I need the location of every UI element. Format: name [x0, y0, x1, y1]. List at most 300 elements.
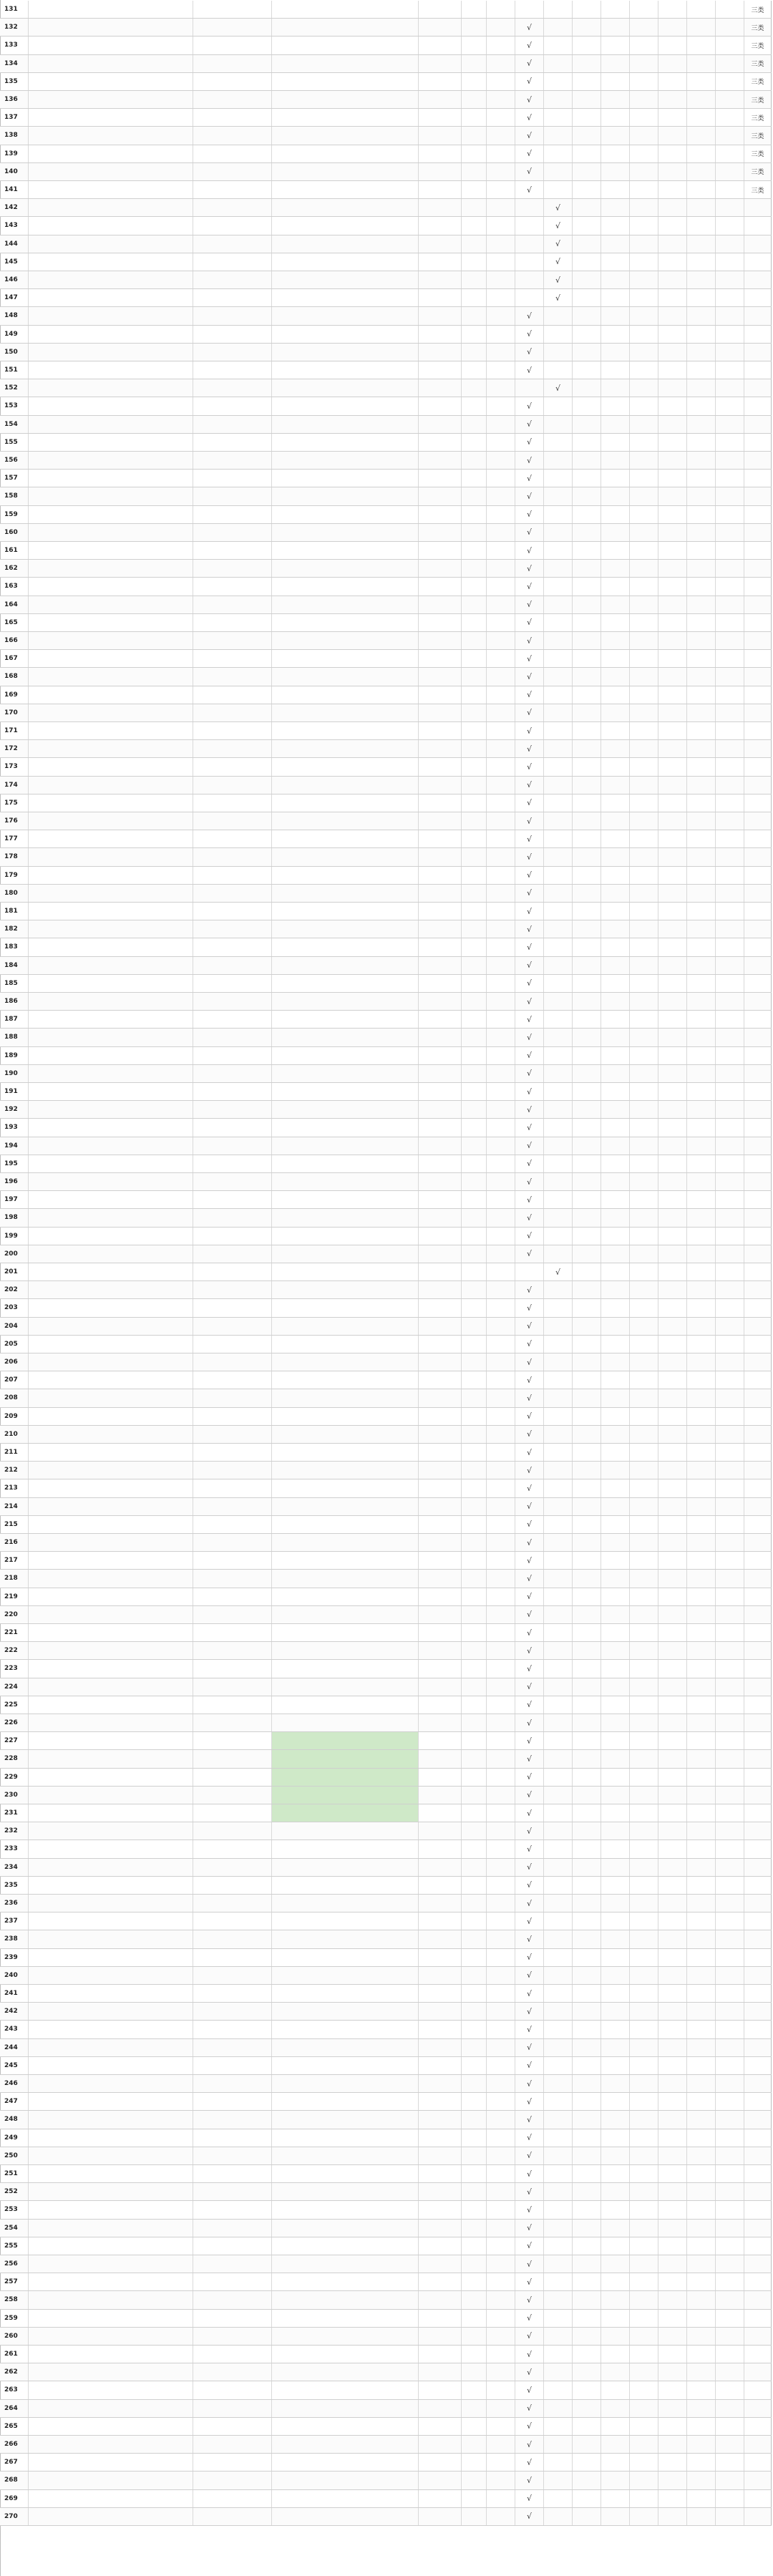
cell-check[interactable] — [658, 885, 687, 902]
cell-category-tag[interactable] — [744, 1498, 772, 1515]
cell-check[interactable] — [658, 578, 687, 595]
cell-count[interactable] — [462, 1101, 487, 1118]
cell-check[interactable] — [630, 326, 658, 343]
cell-check[interactable] — [573, 2147, 601, 2164]
cell-check[interactable] — [658, 1119, 687, 1136]
cell-check[interactable] — [658, 957, 687, 974]
cell-check[interactable] — [515, 326, 544, 343]
cell-check[interactable] — [601, 1083, 630, 1100]
cell-check[interactable] — [487, 397, 515, 414]
cell-check[interactable] — [716, 1588, 744, 1605]
cell-code[interactable] — [193, 1787, 272, 1804]
cell-check[interactable] — [544, 1714, 573, 1731]
cell-check[interactable] — [716, 2093, 744, 2110]
cell-check[interactable] — [716, 2165, 744, 2182]
cell-check[interactable] — [601, 1516, 630, 1533]
cell-code[interactable] — [193, 1552, 272, 1569]
cell-location[interactable] — [272, 777, 419, 794]
cell-check[interactable] — [487, 2255, 515, 2273]
cell-check[interactable] — [601, 2328, 630, 2345]
cell-check[interactable] — [716, 91, 744, 108]
cell-check[interactable] — [601, 1263, 630, 1280]
cell-check[interactable] — [487, 777, 515, 794]
cell-check[interactable] — [658, 1263, 687, 1280]
cell-check[interactable] — [630, 1552, 658, 1569]
cell-check[interactable] — [716, 1840, 744, 1857]
cell-location[interactable] — [272, 1912, 419, 1930]
cell-category-tag[interactable] — [744, 1371, 772, 1389]
cell-count[interactable] — [462, 2436, 487, 2453]
cell-location[interactable] — [272, 668, 419, 685]
cell-check[interactable] — [544, 1155, 573, 1172]
cell-name[interactable] — [29, 271, 193, 288]
cell-check[interactable] — [716, 2129, 744, 2147]
cell-name[interactable] — [29, 73, 193, 90]
cell-name[interactable] — [29, 416, 193, 433]
cell-value[interactable] — [419, 2093, 462, 2110]
cell-category-tag[interactable] — [744, 867, 772, 884]
cell-check[interactable] — [515, 1065, 544, 1082]
cell-code[interactable] — [193, 1191, 272, 1208]
cell-check[interactable] — [716, 2111, 744, 2128]
cell-check[interactable] — [487, 2273, 515, 2290]
cell-name[interactable] — [29, 777, 193, 794]
cell-code[interactable] — [193, 885, 272, 902]
cell-name[interactable] — [29, 1967, 193, 1984]
cell-check[interactable] — [573, 2418, 601, 2435]
cell-check[interactable] — [630, 938, 658, 956]
cell-check[interactable] — [573, 2111, 601, 2128]
cell-check[interactable] — [630, 2508, 658, 2525]
cell-check[interactable] — [658, 1769, 687, 1786]
cell-check[interactable] — [487, 1804, 515, 1822]
cell-check[interactable] — [630, 1877, 658, 1894]
cell-check[interactable] — [687, 1912, 716, 1930]
cell-check[interactable] — [687, 1822, 716, 1839]
cell-check[interactable] — [601, 109, 630, 126]
cell-location[interactable] — [272, 109, 419, 126]
cell-category-tag[interactable]: 三类 — [744, 127, 772, 144]
cell-check[interactable] — [573, 1065, 601, 1082]
cell-check[interactable] — [716, 542, 744, 559]
cell-count[interactable] — [462, 1479, 487, 1497]
cell-count[interactable] — [462, 722, 487, 739]
cell-check[interactable] — [544, 181, 573, 198]
cell-code[interactable] — [193, 452, 272, 469]
cell-check[interactable] — [515, 542, 544, 559]
cell-check[interactable] — [573, 2237, 601, 2255]
cell-category-tag[interactable] — [744, 1895, 772, 1912]
cell-value[interactable] — [419, 2183, 462, 2200]
cell-check[interactable] — [487, 2111, 515, 2128]
cell-name[interactable] — [29, 1714, 193, 1731]
cell-check[interactable] — [544, 1191, 573, 1208]
cell-check[interactable] — [716, 452, 744, 469]
cell-check[interactable] — [630, 1642, 658, 1659]
cell-check[interactable] — [515, 1660, 544, 1677]
cell-check[interactable] — [544, 2075, 573, 2092]
cell-category-tag[interactable] — [744, 1750, 772, 1767]
cell-count[interactable] — [462, 2237, 487, 2255]
cell-code[interactable] — [193, 686, 272, 704]
cell-count[interactable] — [462, 2220, 487, 2237]
cell-value[interactable] — [419, 1516, 462, 1533]
cell-location[interactable] — [272, 632, 419, 649]
cell-name[interactable] — [29, 957, 193, 974]
cell-check[interactable] — [487, 1083, 515, 1100]
cell-check[interactable] — [515, 722, 544, 739]
cell-check[interactable] — [630, 1750, 658, 1767]
cell-check[interactable] — [573, 1209, 601, 1226]
cell-check[interactable] — [544, 2328, 573, 2345]
cell-check[interactable] — [716, 830, 744, 847]
cell-count[interactable] — [462, 2400, 487, 2417]
cell-check[interactable] — [573, 344, 601, 361]
cell-check[interactable] — [630, 1624, 658, 1641]
cell-name[interactable] — [29, 1930, 193, 1948]
cell-name[interactable] — [29, 1479, 193, 1497]
cell-value[interactable] — [419, 1930, 462, 1948]
cell-count[interactable] — [462, 1173, 487, 1190]
cell-check[interactable] — [687, 1479, 716, 1497]
cell-check[interactable] — [515, 1840, 544, 1857]
cell-code[interactable] — [193, 1840, 272, 1857]
cell-check[interactable] — [630, 668, 658, 685]
cell-check[interactable] — [601, 19, 630, 36]
cell-check[interactable] — [515, 560, 544, 577]
cell-check[interactable] — [601, 1678, 630, 1696]
cell-location[interactable] — [272, 217, 419, 234]
cell-location[interactable] — [272, 1, 419, 18]
cell-name[interactable] — [29, 1985, 193, 2002]
cell-check[interactable] — [716, 145, 744, 162]
cell-check[interactable] — [716, 1336, 744, 1353]
cell-code[interactable] — [193, 2075, 272, 2092]
cell-check[interactable] — [487, 1371, 515, 1389]
cell-check[interactable] — [487, 2471, 515, 2489]
cell-check[interactable] — [658, 758, 687, 775]
cell-check[interactable] — [573, 19, 601, 36]
cell-code[interactable] — [193, 1371, 272, 1389]
cell-check[interactable] — [687, 2237, 716, 2255]
cell-check[interactable] — [658, 2039, 687, 2056]
cell-check[interactable] — [716, 1408, 744, 1425]
cell-check[interactable] — [658, 1588, 687, 1605]
cell-check[interactable] — [544, 1516, 573, 1533]
cell-check[interactable] — [573, 1498, 601, 1515]
cell-code[interactable] — [193, 289, 272, 306]
cell-check[interactable] — [515, 1426, 544, 1443]
cell-category-tag[interactable] — [744, 2057, 772, 2074]
cell-count[interactable] — [462, 1336, 487, 1353]
cell-check[interactable] — [544, 2183, 573, 2200]
cell-check[interactable] — [687, 271, 716, 288]
cell-check[interactable] — [630, 1371, 658, 1389]
cell-name[interactable] — [29, 307, 193, 324]
cell-location[interactable] — [272, 2255, 419, 2273]
cell-check[interactable] — [544, 145, 573, 162]
cell-check[interactable] — [515, 2273, 544, 2290]
cell-check[interactable] — [687, 2400, 716, 2417]
cell-check[interactable] — [515, 668, 544, 685]
cell-category-tag[interactable] — [744, 542, 772, 559]
cell-check[interactable] — [487, 686, 515, 704]
cell-count[interactable] — [462, 1822, 487, 1839]
cell-count[interactable] — [462, 2003, 487, 2020]
cell-category-tag[interactable] — [744, 1353, 772, 1371]
cell-check[interactable] — [544, 2400, 573, 2417]
cell-code[interactable] — [193, 1877, 272, 1894]
cell-check[interactable] — [573, 397, 601, 414]
cell-check[interactable] — [658, 1787, 687, 1804]
cell-value[interactable] — [419, 326, 462, 343]
cell-check[interactable] — [544, 109, 573, 126]
cell-check[interactable] — [573, 2291, 601, 2308]
cell-check[interactable] — [687, 650, 716, 667]
cell-code[interactable] — [193, 2003, 272, 2020]
cell-check[interactable] — [515, 650, 544, 667]
cell-check[interactable] — [601, 1479, 630, 1497]
cell-check[interactable] — [716, 903, 744, 920]
cell-count[interactable] — [462, 632, 487, 649]
cell-check[interactable] — [658, 1191, 687, 1208]
cell-check[interactable] — [487, 542, 515, 559]
cell-check[interactable] — [658, 2508, 687, 2525]
cell-check[interactable] — [687, 145, 716, 162]
cell-check[interactable] — [687, 2147, 716, 2164]
cell-category-tag[interactable] — [744, 1985, 772, 2002]
cell-check[interactable] — [515, 37, 544, 54]
cell-count[interactable] — [462, 1299, 487, 1316]
cell-check[interactable] — [658, 2111, 687, 2128]
cell-check[interactable] — [487, 2346, 515, 2363]
cell-check[interactable] — [658, 470, 687, 487]
cell-check[interactable] — [716, 506, 744, 523]
cell-category-tag[interactable] — [744, 1318, 772, 1335]
cell-check[interactable] — [515, 1696, 544, 1714]
cell-name[interactable] — [29, 452, 193, 469]
cell-check[interactable] — [487, 957, 515, 974]
cell-check[interactable] — [515, 885, 544, 902]
cell-value[interactable] — [419, 91, 462, 108]
cell-value[interactable] — [419, 1606, 462, 1623]
cell-location[interactable] — [272, 2291, 419, 2308]
cell-check[interactable] — [573, 452, 601, 469]
cell-check[interactable] — [687, 2129, 716, 2147]
cell-code[interactable] — [193, 1245, 272, 1263]
cell-value[interactable] — [419, 1552, 462, 1569]
cell-check[interactable] — [687, 1660, 716, 1677]
cell-category-tag[interactable] — [744, 596, 772, 613]
cell-category-tag[interactable] — [744, 1588, 772, 1605]
cell-code[interactable] — [193, 2490, 272, 2507]
cell-check[interactable] — [630, 650, 658, 667]
cell-check[interactable] — [716, 1949, 744, 1966]
cell-value[interactable] — [419, 1985, 462, 2002]
cell-count[interactable] — [462, 1678, 487, 1696]
cell-check[interactable] — [515, 487, 544, 505]
cell-check[interactable] — [630, 1822, 658, 1839]
cell-check[interactable] — [515, 2400, 544, 2417]
cell-check[interactable] — [487, 2400, 515, 2417]
cell-check[interactable] — [716, 867, 744, 884]
cell-count[interactable] — [462, 1083, 487, 1100]
cell-check[interactable] — [630, 957, 658, 974]
cell-check[interactable] — [716, 326, 744, 343]
cell-check[interactable] — [687, 740, 716, 757]
cell-check[interactable] — [573, 2129, 601, 2147]
cell-check[interactable] — [687, 2057, 716, 2074]
cell-check[interactable] — [716, 217, 744, 234]
cell-category-tag[interactable] — [744, 1119, 772, 1136]
cell-check[interactable] — [658, 722, 687, 739]
cell-check[interactable] — [601, 1011, 630, 1028]
cell-category-tag[interactable] — [744, 704, 772, 721]
cell-name[interactable] — [29, 560, 193, 577]
cell-check[interactable] — [716, 1877, 744, 1894]
cell-name[interactable] — [29, 326, 193, 343]
cell-check[interactable] — [601, 740, 630, 757]
cell-check[interactable] — [515, 1714, 544, 1731]
cell-check[interactable] — [658, 2436, 687, 2453]
cell-count[interactable] — [462, 73, 487, 90]
cell-check[interactable] — [573, 1606, 601, 1623]
cell-code[interactable] — [193, 722, 272, 739]
cell-check[interactable] — [573, 1570, 601, 1587]
cell-check[interactable] — [687, 794, 716, 812]
cell-check[interactable] — [630, 686, 658, 704]
cell-name[interactable] — [29, 2255, 193, 2273]
cell-check[interactable] — [515, 614, 544, 631]
cell-check[interactable] — [487, 1228, 515, 1245]
cell-value[interactable] — [419, 361, 462, 379]
cell-check[interactable] — [716, 397, 744, 414]
cell-check[interactable] — [573, 740, 601, 757]
cell-check[interactable] — [573, 2436, 601, 2453]
cell-check[interactable] — [573, 1047, 601, 1064]
cell-check[interactable] — [601, 344, 630, 361]
cell-value[interactable] — [419, 704, 462, 721]
cell-location[interactable] — [272, 2471, 419, 2489]
cell-check[interactable] — [544, 1047, 573, 1064]
cell-category-tag[interactable] — [744, 1191, 772, 1208]
cell-check[interactable] — [658, 2400, 687, 2417]
cell-name[interactable] — [29, 361, 193, 379]
cell-check[interactable] — [630, 2291, 658, 2308]
cell-code[interactable] — [193, 2057, 272, 2074]
cell-check[interactable] — [544, 920, 573, 938]
cell-check[interactable] — [573, 686, 601, 704]
cell-count[interactable] — [462, 1534, 487, 1551]
cell-name[interactable] — [29, 1588, 193, 1605]
cell-code[interactable] — [193, 1389, 272, 1406]
cell-check[interactable] — [515, 199, 544, 216]
cell-category-tag[interactable] — [744, 1660, 772, 1677]
cell-check[interactable] — [544, 2436, 573, 2453]
cell-count[interactable] — [462, 1714, 487, 1731]
cell-check[interactable] — [544, 867, 573, 884]
cell-code[interactable] — [193, 470, 272, 487]
cell-category-tag[interactable] — [744, 1967, 772, 1984]
cell-location[interactable] — [272, 1696, 419, 1714]
cell-value[interactable] — [419, 1, 462, 18]
cell-category-tag[interactable] — [744, 560, 772, 577]
cell-count[interactable] — [462, 1787, 487, 1804]
cell-check[interactable] — [601, 578, 630, 595]
cell-check[interactable] — [515, 1173, 544, 1190]
cell-location[interactable] — [272, 326, 419, 343]
cell-location[interactable] — [272, 73, 419, 90]
cell-location[interactable] — [272, 1570, 419, 1587]
cell-check[interactable] — [544, 2003, 573, 2020]
cell-name[interactable] — [29, 1840, 193, 1857]
cell-check[interactable] — [601, 1732, 630, 1749]
cell-check[interactable] — [601, 885, 630, 902]
cell-category-tag[interactable] — [744, 1822, 772, 1839]
cell-name[interactable] — [29, 2381, 193, 2398]
cell-check[interactable] — [658, 19, 687, 36]
cell-check[interactable] — [487, 1840, 515, 1857]
cell-check[interactable] — [630, 470, 658, 487]
cell-check[interactable] — [716, 1101, 744, 1118]
cell-check[interactable] — [515, 524, 544, 541]
cell-check[interactable] — [658, 1479, 687, 1497]
cell-location[interactable] — [272, 812, 419, 830]
cell-location[interactable] — [272, 344, 419, 361]
cell-check[interactable] — [515, 2075, 544, 2092]
cell-code[interactable] — [193, 1859, 272, 1876]
cell-category-tag[interactable] — [744, 578, 772, 595]
cell-check[interactable] — [716, 1985, 744, 2002]
cell-code[interactable] — [193, 1281, 272, 1298]
cell-check[interactable] — [573, 2075, 601, 2092]
cell-value[interactable] — [419, 470, 462, 487]
cell-check[interactable] — [487, 253, 515, 271]
cell-check[interactable] — [544, 127, 573, 144]
cell-check[interactable] — [515, 1787, 544, 1804]
cell-check[interactable] — [687, 181, 716, 198]
cell-check[interactable] — [687, 1750, 716, 1767]
cell-check[interactable] — [573, 1389, 601, 1406]
cell-check[interactable] — [487, 1769, 515, 1786]
cell-check[interactable] — [687, 2346, 716, 2363]
cell-count[interactable] — [462, 2039, 487, 2056]
cell-check[interactable] — [515, 1281, 544, 1298]
cell-check[interactable] — [601, 1588, 630, 1605]
cell-code[interactable] — [193, 1479, 272, 1497]
cell-check[interactable] — [716, 885, 744, 902]
cell-location[interactable] — [272, 993, 419, 1010]
cell-check[interactable] — [630, 2346, 658, 2363]
cell-category-tag[interactable] — [744, 2129, 772, 2147]
cell-location[interactable] — [272, 650, 419, 667]
cell-check[interactable] — [630, 2237, 658, 2255]
cell-check[interactable] — [687, 812, 716, 830]
cell-name[interactable] — [29, 596, 193, 613]
cell-category-tag[interactable] — [744, 452, 772, 469]
cell-check[interactable] — [716, 1606, 744, 1623]
cell-check[interactable] — [601, 217, 630, 234]
cell-location[interactable] — [272, 434, 419, 451]
cell-check[interactable] — [630, 2418, 658, 2435]
cell-check[interactable] — [687, 1787, 716, 1804]
cell-check[interactable] — [716, 2237, 744, 2255]
cell-check[interactable] — [716, 1318, 744, 1335]
cell-code[interactable] — [193, 1660, 272, 1677]
cell-check[interactable] — [544, 37, 573, 54]
cell-value[interactable] — [419, 379, 462, 397]
cell-check[interactable] — [687, 2328, 716, 2345]
